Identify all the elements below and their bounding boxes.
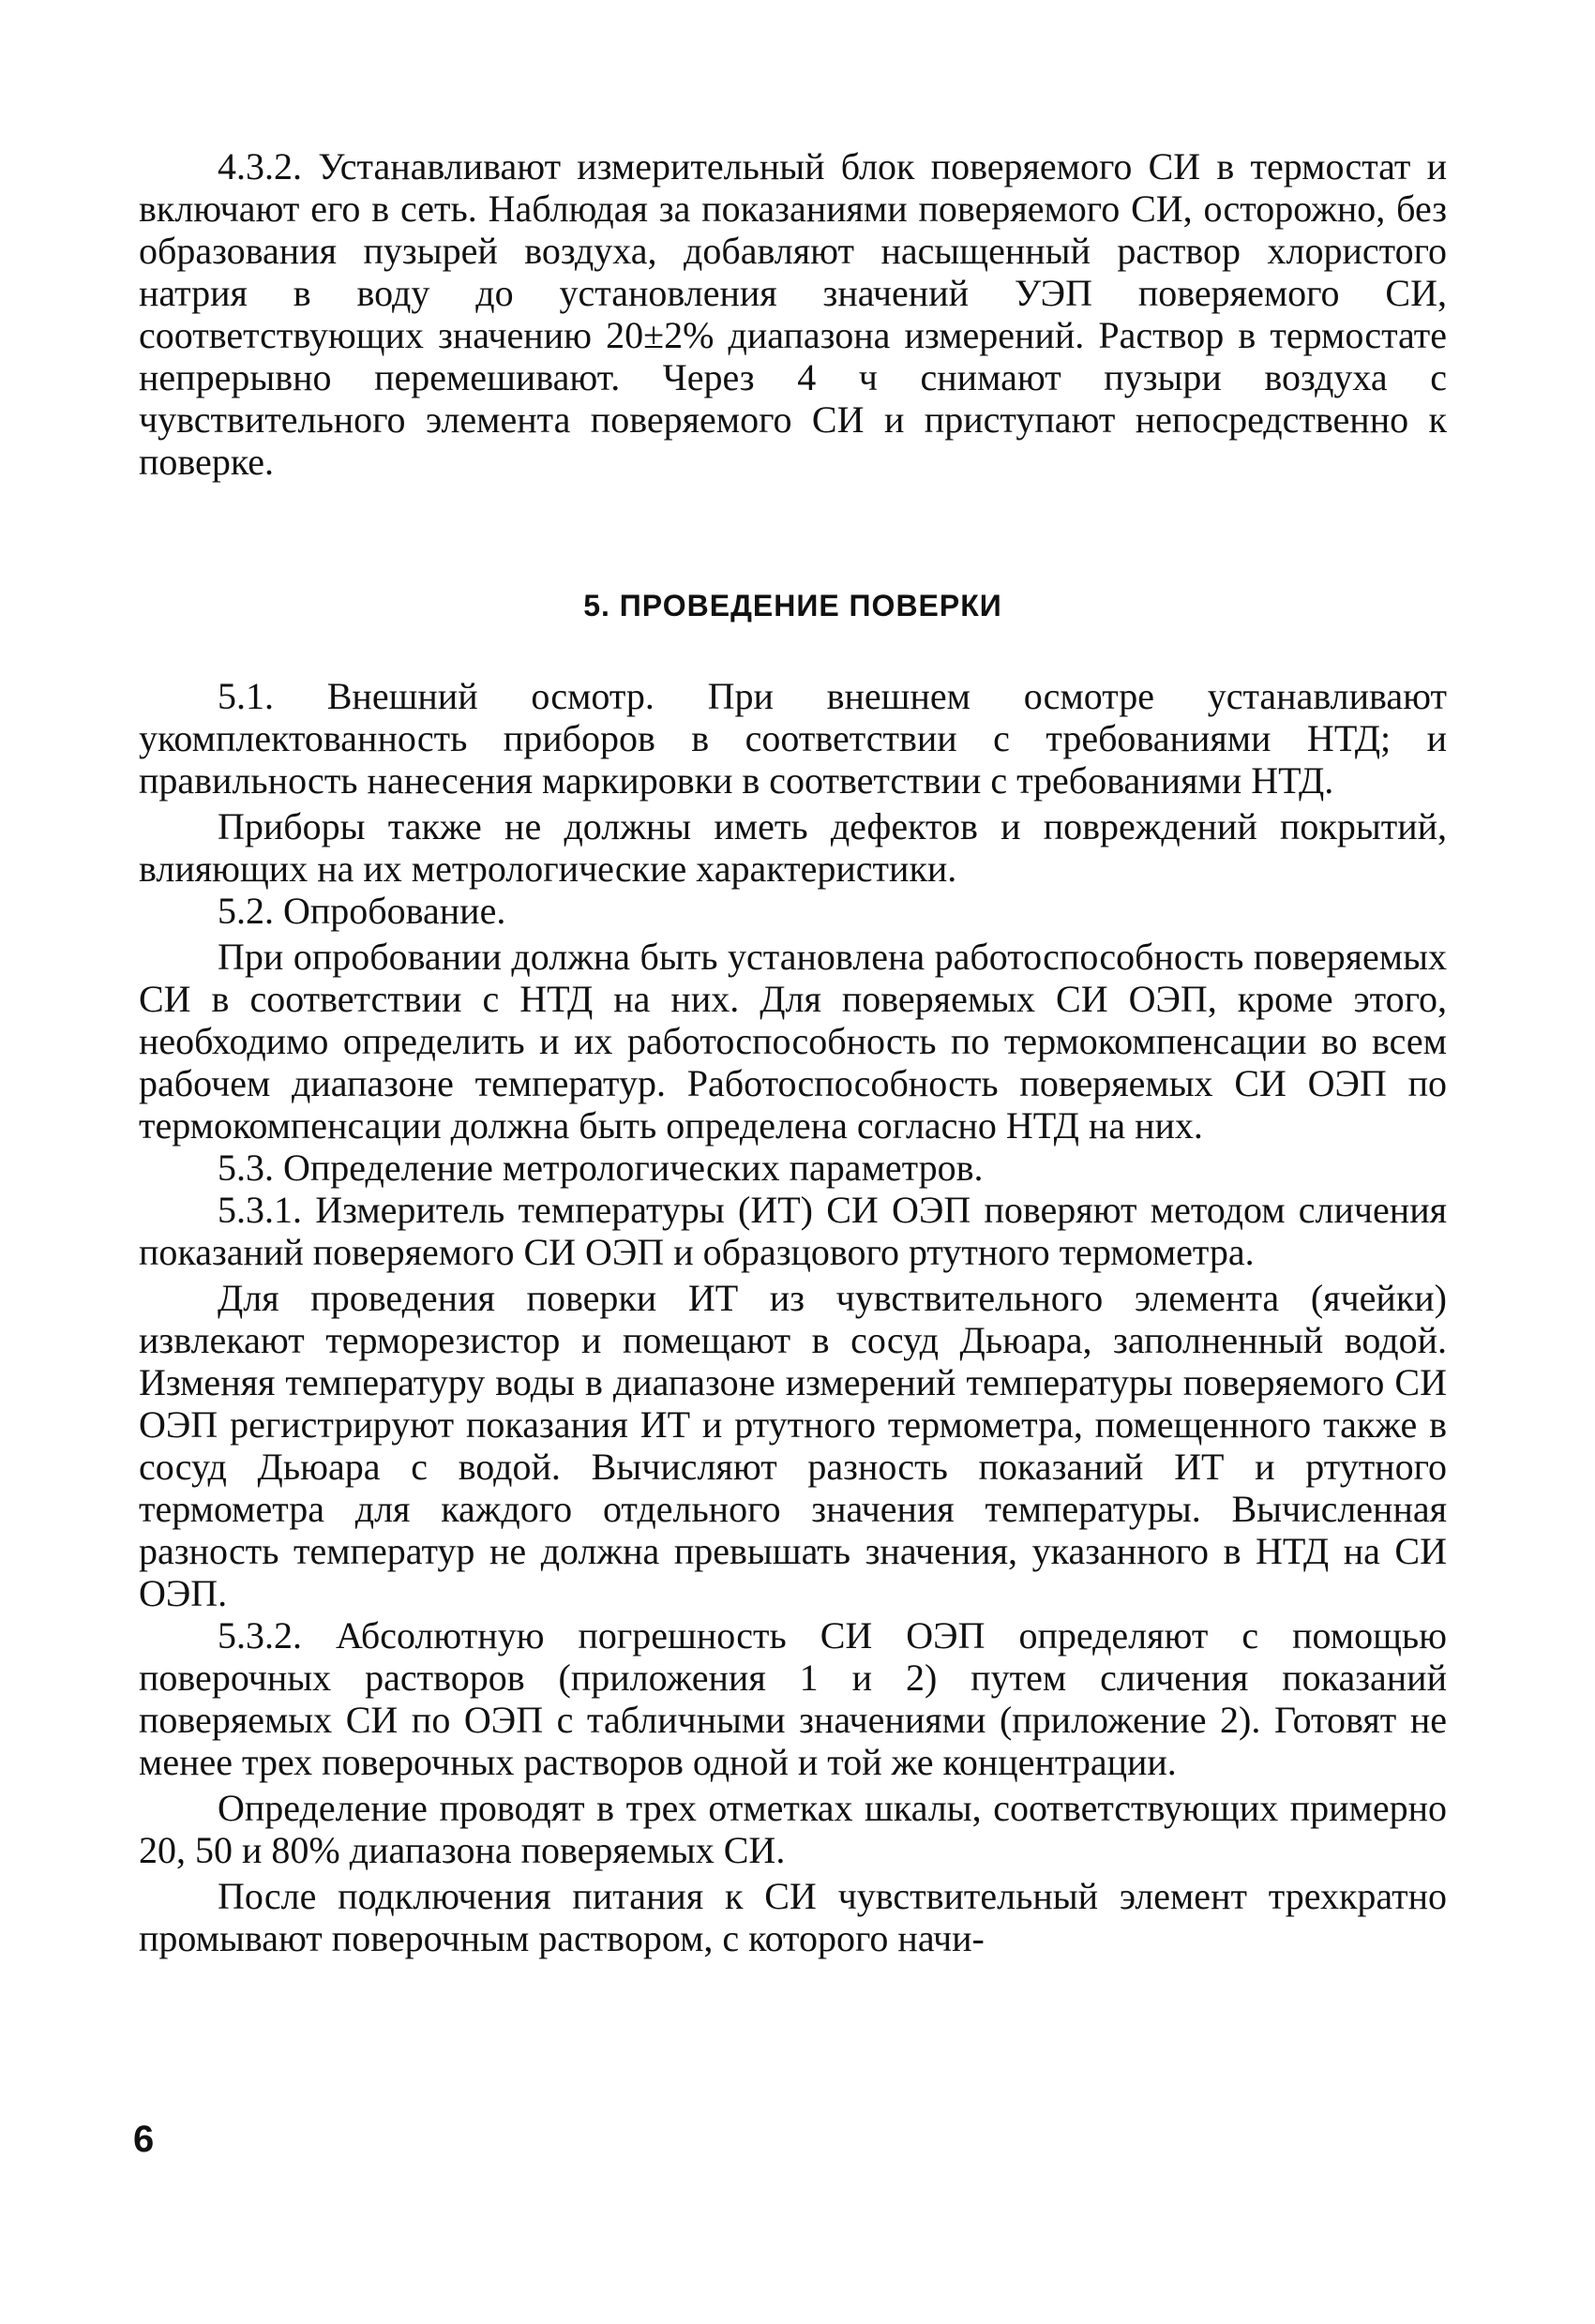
paragraph-5-3-2-continued: Определение проводят в трех отметках шкалы, соответствующих примерно 20, 50 и 80% диапазона поверяемых СИ. (139, 1787, 1447, 1871)
section-4-3-2 (139, 145, 1447, 483)
paragraph-5-3-1-continued: Для проведения поверки ИТ из чувствительного элемента (ячейки) извлекают терморезистор и помещают в сосуд Дьюара, заполненный водой. Изменяя температуру воды в диапазоне измерений температуры поверяемого СИ ОЭП регистрируют показания ИТ и ртутного термометра, помещенного также в сосуд Дьюара с водой. Вычисляют разность показаний ИТ и ртутного термометра для каждого отдельного значения температуры. Вычисленная разность температур не должна превышать значения, указанного в НТД на СИ ОЭП. (139, 1277, 1447, 1614)
section-5 (139, 675, 1447, 1959)
paragraph-5-3: 5.3. Определение метрологических параметров. (218, 1147, 984, 1189)
paragraph-5-2-continued: При опробовании должна быть установлена работоспособность поверяемых СИ в соответствии с НТД на них. Для поверяемых СИ ОЭП, кроме этого, необходимо определить и их работоспособность по термокомпенсации во всем рабочем диапазоне температур. Работоспособность поверяемых СИ ОЭП по термокомпенсации должна быть определена согласно НТД на них. (139, 936, 1447, 1147)
paragraph-4-3-2: 4.3.2. Устанавливают измерительный блок поверяемого СИ в термостат и включают его в сеть. Наблюдая за показаниями поверяемого СИ, осторожно, без образования пузырей воздуха, добавляют насыщенный раствор хлористого натрия в воду до установления значений УЭП поверяемого СИ, соответствующих значению 20±2% диапазона измерений. Раствор в термостате непрерывно перемешивают. Через 4 ч снимают пузыри воздуха с чувствительного элемента поверяемого СИ и приступают непосредственно к поверке. (139, 145, 1447, 483)
page-number: 6 (133, 2119, 155, 2160)
paragraph-5-3-2-final: После подключения питания к СИ чувствительный элемент трехкратно промывают поверочным раствором, с которого начи- (139, 1875, 1447, 1959)
paragraph-5-3-1: 5.3.1. Измеритель температуры (ИТ) СИ ОЭП поверяют методом сличения показаний поверяемого СИ ОЭП и образцового ртутного термометра. (139, 1189, 1447, 1273)
paragraph-5-1: 5.1. Внешний осмотр. При внешнем осмотре устанавливают укомплектованность приборов в соответствии с требованиями НТД; и правильность нанесения маркировки в соответствии с требованиями НТД. (139, 675, 1447, 802)
section-heading: 5. ПРОВЕДЕНИЕ ПОВЕРКИ (583, 589, 1002, 622)
paragraph-5-1-continued: Приборы также не должны иметь дефектов и повреждений покрытий, влияющих на их метрологические характеристики. (139, 805, 1447, 890)
paragraph-5-2: 5.2. Опробование. (218, 890, 506, 932)
paragraph-5-3-2: 5.3.2. Абсолютную погрешность СИ ОЭП определяют с помощью поверочных растворов (приложения 1 и 2) путем сличения показаний поверяемых СИ по ОЭП с табличными значениями (приложение 2). Готовят не менее трех поверочных растворов одной и той же концентрации. (139, 1614, 1447, 1783)
